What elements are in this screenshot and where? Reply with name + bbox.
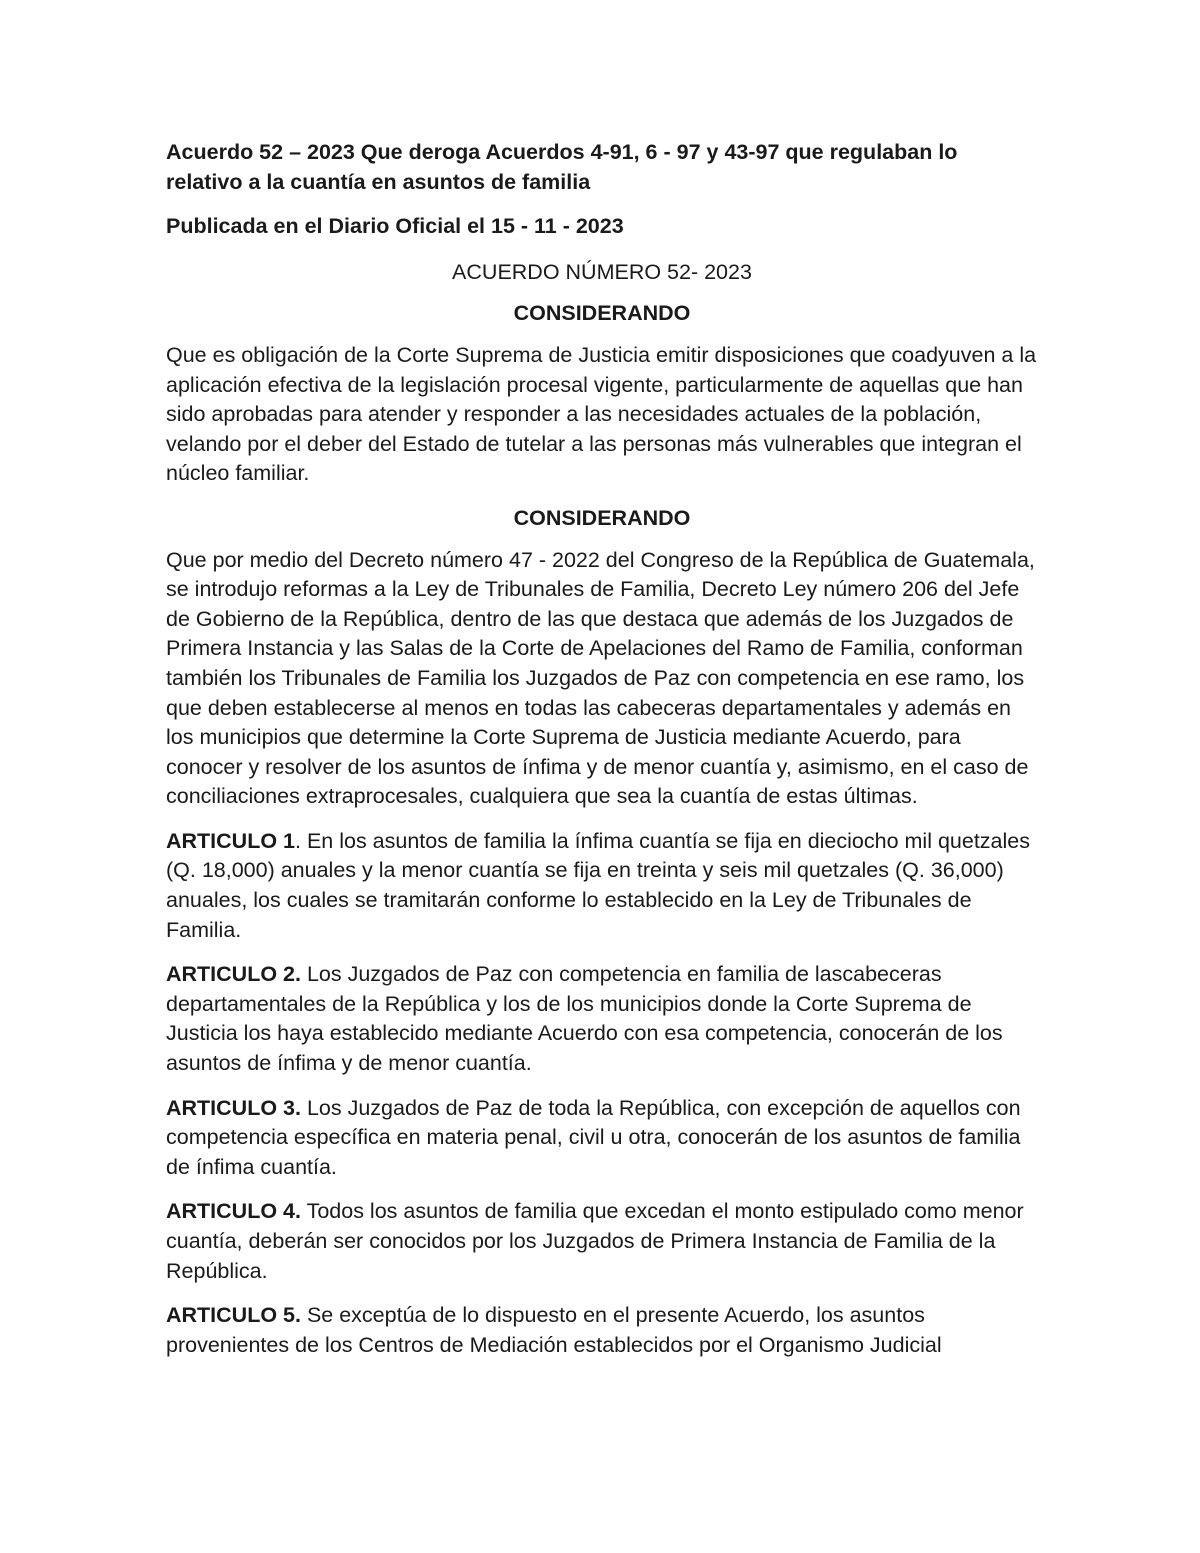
considerando-heading-2: CONSIDERANDO [513, 505, 691, 530]
article-1-label: ARTICULO 1 [166, 828, 295, 853]
article-4-text: Todos los asuntos de familia que excedan el monto estipulado como menor cuantía, deberán ser conocidos por los Juzgados de Primera Instancia de Familia de la República. [166, 1199, 1024, 1283]
document-page [166, 138, 1038, 1375]
considerando-heading-1: CONSIDERANDO [513, 301, 691, 326]
article-3 [166, 1094, 1038, 1183]
agreement-number-heading: ACUERDO NÚMERO 52- 2023 [452, 259, 752, 284]
considerando-paragraph-2: Que por medio del Decreto número 47 - 2022 del Congreso de la República de Guatemala, se introdujo reformas a la Ley de Tribunales de Familia, Decreto Ley número 206 del Jefe de Gobierno de la República, dentro de las que destaca que además de los Juzgados de Primera Instancia y las Salas de la Corte de Apelaciones del Ramo de Familia, conforman también los Tribunales de Familia los Juzgados de Paz con competencia en ese ramo, los que deben establecerse al menos en todas las cabeceras departamentales y además en los municipios que determine la Corte Suprema de Justicia mediante Acuerdo, para conocer y resolver de los asuntos de ínfima y de menor cuantía y, asimismo, en el caso de conciliaciones extraprocesales, cualquiera que sea la cuantía de estas últimas. [166, 547, 1035, 809]
article-1-text: . En los asuntos de familia la ínfima cuantía se fija en dieciocho mil quetzales (Q. 18,000) anuales y la menor cuantía se fija en treinta y seis mil quetzales (Q. 36,000) anuales, los cuales se tramitarán conforme lo establecido en la Ley de Tribunales de Familia. [166, 828, 1030, 942]
article-1 [166, 827, 1038, 945]
considerando-paragraph-1: Que es obligación de la Corte Suprema de Justicia emitir disposiciones que coadyuven a la aplicación efectiva de la legislación procesal vigente, particularmente de aquellas que han sido aprobadas para atender y responder a las necesidades actuales de la población, velando por el deber del Estado de tutelar a las personas más vulnerables que integran el núcleo familiar. [166, 342, 1037, 486]
article-3-text: Los Juzgados de Paz de toda la República, con excepción de aquellos con competencia específica en materia penal, civil u otra, conocerán de los asuntos de familia de ínfima cuantía. [166, 1095, 1021, 1179]
article-2 [166, 960, 1038, 1078]
article-2-label: ARTICULO 2. [166, 962, 301, 987]
article-3-label: ARTICULO 3. [166, 1095, 301, 1120]
document-title: Acuerdo 52 – 2023 Que deroga Acuerdos 4-91, 6 - 97 y 43-97 que regulaban lo relativo a la cuantía en asuntos de familia [166, 140, 958, 194]
article-4 [166, 1197, 1038, 1286]
article-4-label: ARTICULO 4. [166, 1199, 301, 1224]
article-5-text: Se exceptúa de lo dispuesto en el presente Acuerdo, los asuntos provenientes de los Centros de Mediación establecidos por el Organismo Judicial [166, 1303, 942, 1357]
article-2-text: Los Juzgados de Paz con competencia en familia de lascabeceras departamentales de la República y los de los municipios donde la Corte Suprema de Justicia los haya establecido mediante Acuerdo con esa competencia, conocerán de los asuntos de ínfima y de menor cuantía. [166, 962, 1003, 1076]
publication-line: Publicada en el Diario Oficial el 15 - 11 - 2023 [166, 214, 624, 239]
article-5 [166, 1301, 1038, 1360]
article-5-label: ARTICULO 5. [166, 1303, 301, 1328]
